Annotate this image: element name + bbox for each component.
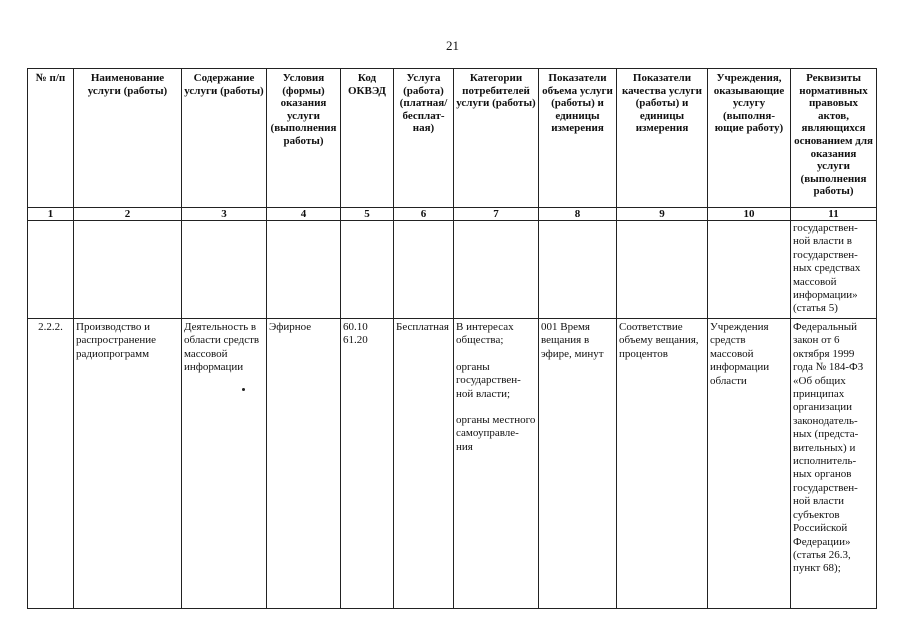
column-number: 4 bbox=[267, 208, 341, 221]
cell-consumers bbox=[454, 319, 539, 609]
header-col-okved: Код ОКВЭД bbox=[341, 69, 394, 208]
consumer-item: органы местного самоуправле- ния bbox=[456, 414, 536, 453]
column-number: 2 bbox=[74, 208, 182, 221]
column-number: 11 bbox=[791, 208, 877, 221]
column-number: 6 bbox=[394, 208, 454, 221]
consumer-item: В интересах общества; bbox=[456, 321, 514, 347]
header-col-number: № п/п bbox=[28, 69, 74, 208]
page-number: 21 bbox=[446, 38, 459, 53]
stray-dot-mark bbox=[242, 388, 245, 391]
cell-conditions: Эфирное bbox=[267, 319, 341, 609]
column-number: 8 bbox=[539, 208, 617, 221]
okved-code: 61.20 bbox=[343, 334, 368, 347]
header-col-quality: Показатели качества услуги (работы) и единицы измерения bbox=[617, 69, 708, 208]
cell-content bbox=[182, 319, 267, 609]
header-col-service-name: Наименование услуги (работы) bbox=[74, 69, 182, 208]
cell-empty bbox=[454, 221, 539, 319]
table-header-row bbox=[28, 69, 877, 208]
column-number: 9 bbox=[617, 208, 708, 221]
header-col-content: Содержание услуги (работы) bbox=[182, 69, 267, 208]
column-number-row bbox=[28, 208, 877, 221]
consumer-item: органы государствен- ной власти; bbox=[456, 360, 521, 400]
header-col-consumers: Категории потребителей услуги (работы) bbox=[454, 69, 539, 208]
cell-empty bbox=[539, 221, 617, 319]
cell-empty bbox=[394, 221, 454, 319]
cell-empty bbox=[182, 221, 267, 319]
cell-quality: Соответствие объему вещания, процентов bbox=[617, 319, 708, 609]
header-col-conditions: Условия (формы) оказания услуги (выполнения работы) bbox=[267, 69, 341, 208]
column-number: 5 bbox=[341, 208, 394, 221]
cell-empty bbox=[74, 221, 182, 319]
cell-row-number: 2.2.2. bbox=[28, 319, 74, 609]
cell-service-name: Производство и распространение радиопрограмм bbox=[74, 319, 182, 609]
header-col-payment: Услуга (работа) (платная/ бесплат- ная) bbox=[394, 69, 454, 208]
cell-institutions: Учреждения средств массовой информации области bbox=[708, 319, 791, 609]
okved-code: 60.10 bbox=[343, 321, 368, 333]
column-number: 10 bbox=[708, 208, 791, 221]
header-col-institutions: Учреждения, оказывающие услугу (выполня- ющие работу) bbox=[708, 69, 791, 208]
cell-okved bbox=[341, 319, 394, 609]
column-number: 7 bbox=[454, 208, 539, 221]
cell-empty bbox=[708, 221, 791, 319]
cell-empty bbox=[617, 221, 708, 319]
services-registry-table bbox=[27, 68, 877, 609]
cell-legal-basis: Федеральный закон от 6 октября 1999 года № 184-ФЗ «Об общих принципах организации законодатель- ных (предста- вительных) и исполнитель- ных органов государствен- ной власти субъектов Российской Федерации» (статья 26.3, пункт 68); bbox=[791, 319, 877, 609]
content-text: Деятельность в области средств массовой информации bbox=[184, 321, 260, 374]
header-col-volume: Показатели объема услуги (работы) и единицы измерения bbox=[539, 69, 617, 208]
cell-empty bbox=[341, 221, 394, 319]
column-number: 1 bbox=[28, 208, 74, 221]
column-number: 3 bbox=[182, 208, 267, 221]
header-col-legal-basis: Реквизиты нормативных правовых актов, являющихся основанием для оказания услуги (выполнения работы) bbox=[791, 69, 877, 208]
table-row-2-2-2 bbox=[28, 319, 877, 609]
cell-volume: 001 Время вещания в эфире, минут bbox=[539, 319, 617, 609]
cell-legal-basis-continuation: государствен- ной власти в государствен- ных средствах массовой информации» (статья 5) bbox=[791, 221, 877, 319]
cell-empty bbox=[28, 221, 74, 319]
table-row-continuation bbox=[28, 221, 877, 319]
cell-payment: Бесплатная bbox=[394, 319, 454, 609]
cell-empty bbox=[267, 221, 341, 319]
